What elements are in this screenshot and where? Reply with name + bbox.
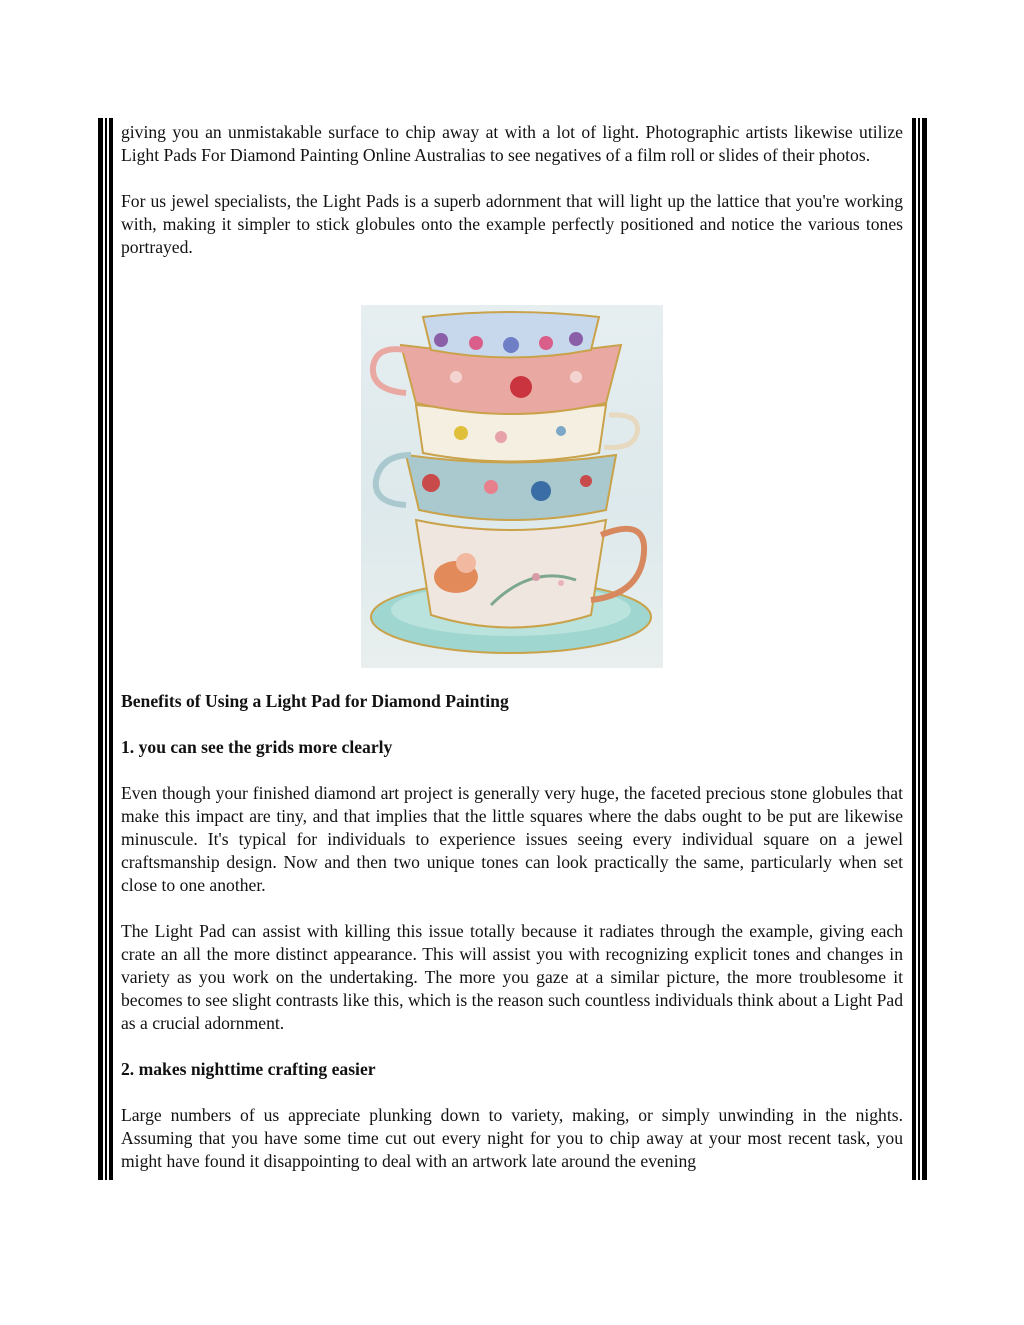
- stacked-teacups-illustration: [361, 305, 663, 668]
- subheading-nighttime-crafting: 2. makes nighttime crafting easier: [121, 1059, 376, 1079]
- paragraph-light-pad-assist: The Light Pad can assist with killing this issue totally because it radiates through the example, giving each crate an all the more distinct appearance. This will assist you with recognizing explicit tones and changes in variety as you work on the undertaking. The more you gaze at a similar picture, the more troublesome it becomes to see slight contrasts like this, which is the reason such countless individuals think about a Light Pad as a crucial adornment.: [121, 921, 903, 1033]
- section-heading-benefits: Benefits of Using a Light Pad for Diamond Painting: [121, 691, 509, 711]
- paragraph-jewel-specialists: For us jewel specialists, the Light Pads is a superb adornment that will light up the lattice that you're working with, making it simpler to stick globules onto the example perfectly positioned and notice the various tones portrayed.: [121, 191, 903, 257]
- right-border-rule: [912, 118, 928, 1180]
- document-body: [121, 121, 903, 259]
- document-body-continued: [121, 690, 903, 1173]
- paragraph-tiny-globules: Even though your finished diamond art project is generally very huge, the faceted precious stone globules that make this impact are tiny, and that implies that the little squares where the dabs ought to be put are likewise minuscule. It's typical for individuals to experience issues seeing every individual square on a jewel craftsmanship design. Now and then two unique tones can look practically the same, particularly when set close to one another.: [121, 783, 903, 895]
- paragraph-evening-crafting: Large numbers of us appreciate plunking down to variety, making, or simply unwinding in the nights. Assuming that you have some time cut out every night for you to chip away at your most recent task, you might have found it disappointing to deal with an artwork late around the evening: [121, 1105, 903, 1171]
- subheading-grids-clearly: 1. you can see the grids more clearly: [121, 737, 393, 757]
- paragraph-light-pads-intro: giving you an unmistakable surface to chip away at with a lot of light. Photographic artists likewise utilize Light Pads For Diamond Painting Online Australias to see negatives of a film roll or slides of their photos.: [121, 122, 903, 165]
- left-border-rule: [98, 118, 114, 1180]
